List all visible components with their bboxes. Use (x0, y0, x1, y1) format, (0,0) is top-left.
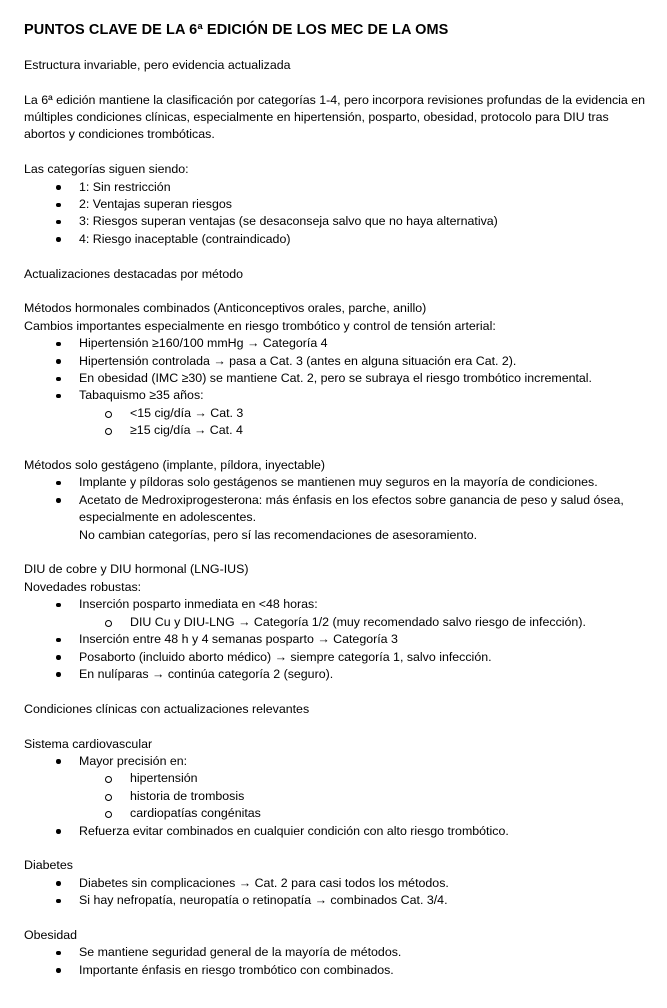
blank-line (24, 248, 651, 265)
paragraph-line: Sistema cardiovascular (24, 736, 153, 751)
paragraph-line: Cambios importantes especialmente en riesgo trombótico y control de tensión arterial: (24, 318, 496, 333)
bullet-item (24, 370, 651, 387)
blank-line (24, 39, 651, 56)
bullet-text: 3: Riesgos superan ventajas (se desaconseja salvo que no haya alternativa) (79, 214, 498, 229)
blank-line (24, 840, 651, 857)
bullet-icon (56, 672, 61, 677)
bullet-text: Acetato de Medroxiprogesterona: más énfasis en los efectos sobre ganancia de peso y salud ósea, especialmente en adolescentes. (79, 492, 624, 525)
document-body (24, 39, 651, 979)
bullet-text: 2: Ventajas superan riesgos (79, 197, 232, 212)
paragraph-line: La 6ª edición mantiene la clasificación por categorías 1-4, pero incorpora revisiones profundas de la evidencia en múltiples condiciones clínicas, especialmente en hipertensión, posparto, obesidad, protocolo para DIU tras abortos y condiciones trombóticas. (24, 92, 646, 142)
bullet-icon (56, 185, 61, 190)
sub-bullet-item (24, 405, 651, 422)
bullet-icon (56, 603, 61, 608)
paragraph-line: Las categorías siguen siendo: (24, 162, 189, 177)
bullet-text: Hipertensión ≥160/100 mmHg → Categoría 4 (79, 336, 328, 351)
bullet-text: DIU Cu y DIU-LNG → Categoría 1/2 (muy recomendado salvo riesgo de infección). (130, 614, 586, 629)
bullet-text: Inserción entre 48 h y 4 semanas posparto → Categoría 3 (79, 632, 398, 647)
paragraph-line: Condiciones clínicas con actualizaciones relevantes (24, 701, 310, 716)
bullet-icon (56, 759, 61, 764)
bullet-text: 4: Riesgo inaceptable (contraindicado) (79, 231, 291, 246)
sub-bullet-item (24, 788, 651, 805)
bullet-icon (56, 638, 61, 643)
bullet-icon (56, 899, 61, 904)
bullet-text: Tabaquismo ≥35 años: (79, 388, 204, 403)
bullet-icon (56, 342, 61, 347)
bullet-item (24, 213, 651, 230)
bullet-item (24, 474, 651, 491)
blank-line (24, 74, 651, 91)
bullet-icon (56, 220, 61, 225)
paragraph-line: Métodos solo gestágeno (implante, píldora, inyectable) (24, 458, 325, 473)
bullet-item (24, 944, 651, 961)
bullet-text: Diabetes sin complicaciones → Cat. 2 para casi todos los métodos. (79, 875, 449, 890)
blank-line (24, 718, 651, 735)
bullet-text: Importante énfasis en riesgo trombótico con combinados. (79, 962, 394, 977)
bullet-item (24, 231, 651, 248)
bullet-text: hipertensión (130, 771, 198, 786)
bullet-icon (56, 829, 61, 834)
circle-bullet-icon (105, 811, 112, 818)
circle-bullet-icon (105, 776, 112, 783)
bullet-item (24, 179, 651, 196)
bullet-text: Refuerza evitar combinados en cualquier condición con alto riesgo trombótico. (79, 823, 509, 838)
bullet-item (24, 649, 651, 666)
circle-bullet-icon (105, 428, 112, 435)
bullet-item (24, 962, 651, 979)
paragraph-line: Estructura invariable, pero evidencia actualizada (24, 57, 291, 72)
bullet-item (24, 823, 651, 840)
blank-line (24, 440, 651, 457)
bullet-item (24, 753, 651, 770)
blank-line (24, 544, 651, 561)
bullet-text: <15 cig/día → Cat. 3 (130, 405, 244, 420)
bullet-item (24, 666, 651, 683)
paragraph-line: Diabetes (24, 858, 73, 873)
bullet-text: Inserción posparto inmediata en <48 horas: (79, 597, 318, 612)
bullet-text: 1: Sin restricción (79, 179, 171, 194)
paragraph-line: Obesidad (24, 927, 78, 942)
bullet-item (24, 596, 651, 613)
sub-bullet-item (24, 770, 651, 787)
circle-bullet-icon (105, 411, 112, 418)
bullet-icon (56, 481, 61, 486)
bullet-item (24, 196, 651, 213)
blank-line (24, 683, 651, 700)
bullet-item (24, 631, 651, 648)
bullet-item (24, 892, 651, 909)
sub-bullet-item (24, 422, 651, 439)
bullet-text: Si hay nefropatía, neuropatía o retinopatía → combinados Cat. 3/4. (79, 893, 448, 908)
blank-line (24, 144, 651, 161)
bullet-icon (56, 951, 61, 956)
bullet-text: historia de trombosis (130, 788, 245, 803)
sub-bullet-item (24, 805, 651, 822)
circle-bullet-icon (105, 620, 112, 627)
bullet-text: Implante y píldoras solo gestágenos se mantienen muy seguros en la mayoría de condiciones. (79, 475, 598, 490)
bullet-text: Mayor precisión en: (79, 753, 188, 768)
bullet-text: ≥15 cig/día → Cat. 4 (130, 423, 243, 438)
bullet-item (24, 335, 651, 352)
sub-bullet-item (24, 614, 651, 631)
paragraph-line: DIU de cobre y DIU hormonal (LNG-IUS) (24, 562, 249, 577)
bullet-icon (56, 377, 61, 382)
bullet-icon (56, 655, 61, 660)
bullet-icon (56, 968, 61, 973)
bullet-item (24, 387, 651, 404)
bullet-text: En nulíparas → continúa categoría 2 (seguro). (79, 666, 334, 681)
blank-line (24, 283, 651, 300)
bullet-text: En obesidad (IMC ≥30) se mantiene Cat. 2, pero se subraya el riesgo trombótico incremental. (79, 371, 593, 386)
paragraph-line: Actualizaciones destacadas por método (24, 266, 244, 281)
bullet-item (24, 875, 651, 892)
bullet-icon (56, 359, 61, 364)
bullet-icon (56, 498, 61, 503)
blank-line (24, 910, 651, 927)
bullet-text: cardiopatías congénitas (130, 806, 261, 821)
paragraph-line: Métodos hormonales combinados (Anticonceptivos orales, parche, anillo) (24, 301, 427, 316)
circle-bullet-icon (105, 794, 112, 801)
bullet-item (24, 492, 651, 527)
bullet-icon (56, 203, 61, 208)
bullet-icon (56, 881, 61, 886)
bullet-item (24, 353, 651, 370)
bullet-icon (56, 394, 61, 399)
bullet-text: Se mantiene seguridad general de la mayoría de métodos. (79, 945, 402, 960)
paragraph-line: Novedades robustas: (24, 579, 142, 594)
bullet-text: Posaborto (incluido aborto médico) → siempre categoría 1, salvo infección. (79, 649, 492, 664)
bullet-text: Hipertensión controlada → pasa a Cat. 3 (antes en alguna situación era Cat. 2). (79, 353, 517, 368)
bullet-icon (56, 237, 61, 242)
document-title: PUNTOS CLAVE DE LA 6ª EDICIÓN DE LOS MEC DE LA OMS (24, 22, 449, 38)
bullet-continuation-line: No cambian categorías, pero sí las recomendaciones de asesoramiento. (79, 527, 478, 542)
